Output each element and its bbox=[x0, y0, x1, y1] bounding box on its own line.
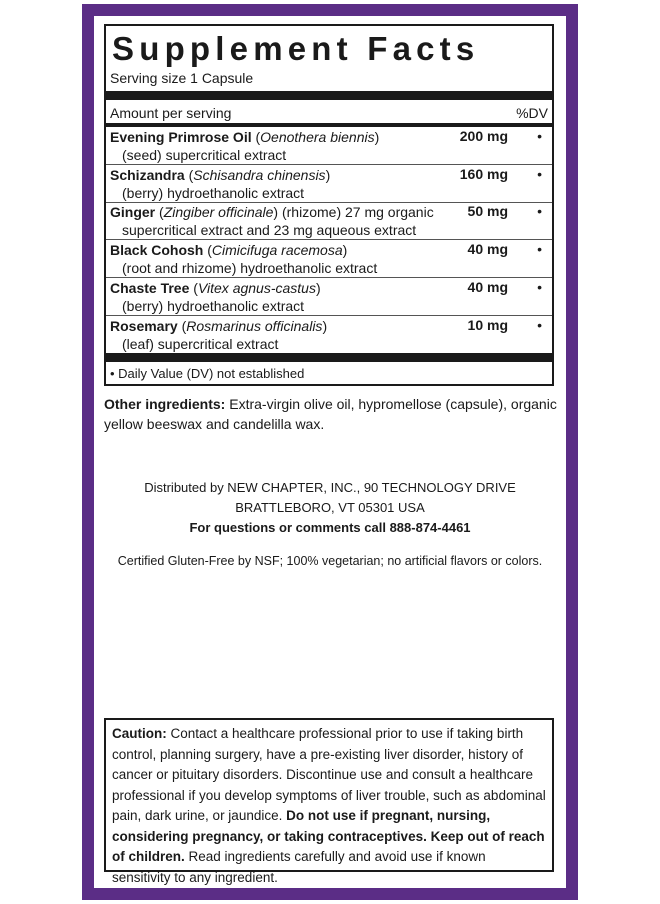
caution-box bbox=[104, 718, 554, 885]
ingredient-row bbox=[106, 165, 552, 203]
ingredient-amount: 50 mg bbox=[467, 203, 508, 220]
ingredient-amount: 40 mg bbox=[467, 241, 508, 258]
ingredient-dv: • bbox=[537, 203, 542, 220]
ingredient-amount: 200 mg bbox=[459, 128, 508, 144]
ingredient-name: Evening Primrose Oil (Oenothera biennis) (seed) supercritical extract bbox=[110, 129, 380, 163]
ingredient-name: Chaste Tree (Vitex agnus-castus) (berry) hydroethanolic extract bbox=[110, 279, 321, 314]
ingredient-dv: • bbox=[537, 165, 542, 182]
ingredient-dv: • bbox=[537, 241, 542, 258]
ingredient-row bbox=[106, 202, 552, 240]
other-ingredients-text: Extra-virgin olive oil, hypromellose (capsule), organic yellow beeswax and candelilla wax. bbox=[104, 396, 557, 432]
ingredient-amount: 160 mg bbox=[459, 165, 508, 182]
ingredient-dv: • bbox=[537, 128, 542, 144]
facts-title: Supplement Facts bbox=[112, 30, 480, 67]
other-ingredients-label: Other ingredients: bbox=[104, 396, 226, 412]
ingredient-row bbox=[106, 240, 552, 278]
distributor-line-1: Distributed by NEW CHAPTER, INC., 90 TECHNOLOGY DRIVE bbox=[144, 480, 516, 495]
certification-text: Certified Gluten-Free by NSF; 100% vegetarian; no artificial flavors or colors. bbox=[117, 554, 543, 568]
ingredient-name: Ginger (Zingiber officinale) (rhizome) 27 mg organic supercritical extract and 23 mg aqueous extract bbox=[110, 204, 434, 239]
ingredient-dv: • bbox=[537, 316, 542, 333]
ingredient-row bbox=[106, 316, 552, 354]
supplement-facts-box bbox=[104, 24, 554, 386]
distributor-contact: For questions or comments call 888-874-4461 bbox=[189, 520, 471, 535]
distributor-info bbox=[94, 478, 566, 538]
other-ingredients bbox=[104, 394, 560, 434]
divider-thick bbox=[106, 91, 552, 100]
amount-header: Amount per serving bbox=[110, 105, 232, 121]
caution-warning: Do not use if pregnant, nursing, considering pregnancy, or taking contraceptives. Keep out of reach of children. bbox=[112, 808, 545, 864]
ingredient-name: Schizandra (Schisandra chinensis) (berry) hydroethanolic extract bbox=[110, 166, 331, 201]
ingredient-name: Black Cohosh (Cimicifuga racemosa) (root and rhizome) hydroethanolic extract bbox=[110, 242, 378, 277]
ingredient-row bbox=[106, 278, 552, 316]
ingredient-row bbox=[106, 127, 552, 165]
serving-size: Serving size 1 Capsule bbox=[110, 70, 254, 86]
ingredient-amount: 10 mg bbox=[467, 316, 508, 333]
dv-header: %DV bbox=[516, 105, 548, 121]
distributor-line-2: BRATTLEBORO, VT 05301 USA bbox=[235, 500, 425, 515]
caution-text-2: Read ingredients carefully and avoid use if known sensitivity to any ingredient. bbox=[112, 849, 486, 885]
caution-label: Caution: bbox=[112, 726, 167, 741]
ingredient-name: Rosemary (Rosmarinus officinalis) (leaf) supercritical extract bbox=[110, 317, 328, 352]
divider-thick-bottom bbox=[106, 353, 552, 362]
dv-footnote: • Daily Value (DV) not established bbox=[110, 366, 305, 381]
ingredient-dv: • bbox=[537, 278, 542, 295]
ingredient-amount: 40 mg bbox=[467, 278, 508, 295]
caution-text-1: Contact a healthcare professional prior to use if taking birth control, planning surgery, have a pre-existing liver disorder, history of cancer or pituitary disorders. Discontinue use and consult a healthcare professional if you develop symptoms of liver trouble, such as abdominal pain, dark urine, or jaundice. bbox=[112, 726, 546, 823]
